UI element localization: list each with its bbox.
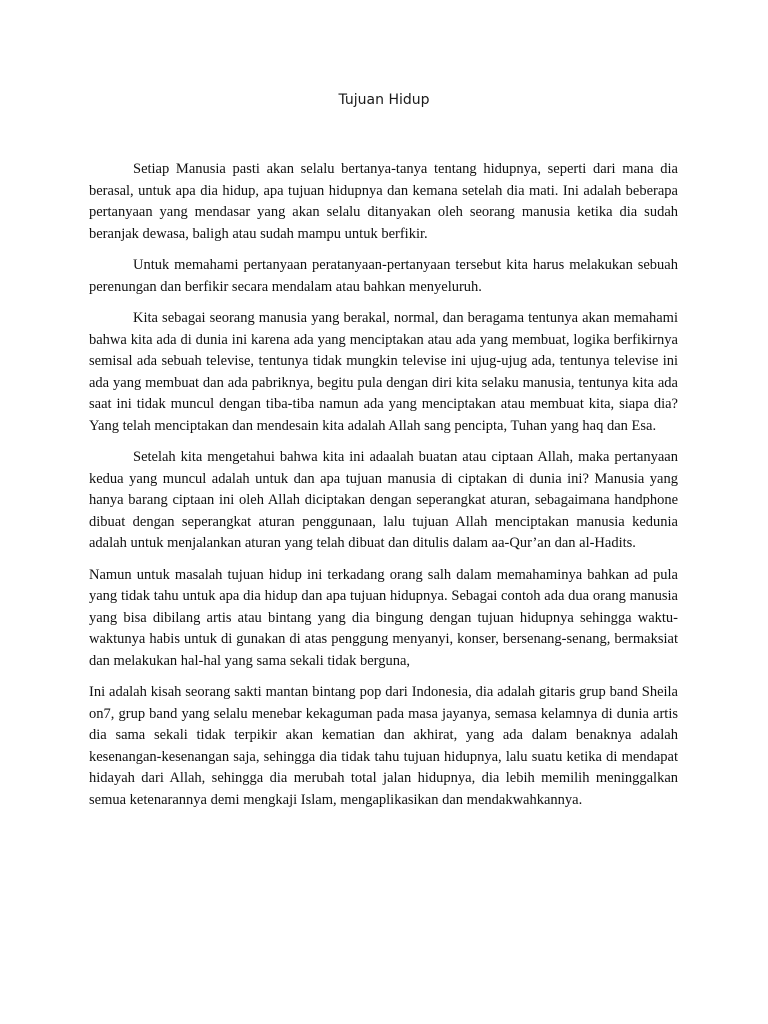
- document-body: [89, 159, 678, 821]
- paragraph-6: Ini adalah kisah seorang sakti mantan bintang pop dari Indonesia, dia adalah gitaris grup band Sheila on7, grup band yang selalu menebar kekaguman pada masa jayanya, semasa kelamnya di dunia artis dia sama sekali tidak terpikir akan kematian dan akhirat, yang ada dalam benaknya adalah kesenangan-kesenangan saja, sehingga dia tidak tahu tujuan hidupnya, lalu suatu ketika di mendapat hidayah dari Allah, sehingga dia merubah total jalan hidupnya, dia lebih memilih meninggalkan semua ketenarannya demi mengkaji Islam, mengaplikasikan dan mendakwahkannya.: [89, 684, 678, 808]
- paragraph-1: Setiap Manusia pasti akan selalu bertanya-tanya tentang hidupnya, seperti dari mana dia berasal, untuk apa dia hidup, apa tujuan hidupnya dan kemana setelah dia mati. Ini adalah beberapa pertanyaan yang mendasar yang akan selalu ditanyakan oleh seorang manusia ketika dia sudah beranjak dewasa, baligh atau sudah mampu untuk berfikir.: [89, 161, 678, 242]
- paragraph-4: Setelah kita mengetahui bahwa kita ini adaalah buatan atau ciptaan Allah, maka pertanyaan kedua yang muncul adalah untuk dan apa tujuan manusia di ciptakan di dunia ini? Manusia yang hanya barang ciptaan ini oleh Allah diciptakan dengan seperangkat aturan, sebagaimana handphone dibuat dengan seperangkat aturan penggunaan, lalu tujuan Allah menciptakan manusia kedunia adalah untuk menjalankan aturan yang telah dibuat dan ditulis dalam aa-Qur’an dan al-Hadits.: [89, 449, 678, 551]
- paragraph-5: Namun untuk masalah tujuan hidup ini terkadang orang salh dalam memahaminya bahkan ad pula yang tidak tahu untuk apa dia hidup dan apa tujuan hidupnya. Sebagai contoh ada dua orang manusia yang bisa dibilang artis atau bintang yang dia bingung dengan tujuan hidupnya sehingga waktu-waktunya habis untuk di gunakan di atas penggung menyanyi, konser, bersenang-senang, bermaksiat dan melakukan hal-hal yang sama sekali tidak berguna,: [89, 566, 678, 669]
- paragraph-3: Kita sebagai seorang manusia yang berakal, normal, dan beragama tentunya akan memahami bahwa kita ada di dunia ini karena ada yang menciptakan atau ada yang membuat, logika berfikirnya semisal ada sebuah televise, tentunya tidak mungkin televise ini ujug-ujug ada, tentunya televise ini ada yang membuat dan ada pabriknya, begitu pula dengan diri kita selaku manusia, tentunya kita ada saat ini tidak muncul dengan tiba-tiba namun ada yang menciptakan atau membuat kita, siapa dia? Yang telah menciptakan dan mendesain kita adalah Allah sang pencipta, Tuhan yang haq dan Esa.: [89, 310, 678, 434]
- document-title: Tujuan Hidup: [338, 92, 430, 108]
- paragraph-2: Untuk memahami pertanyaan peratanyaan-pertanyaan tersebut kita harus melakukan sebuah perenungan dan berfikir secara mendalam atau bahkan menyeluruh.: [89, 257, 678, 295]
